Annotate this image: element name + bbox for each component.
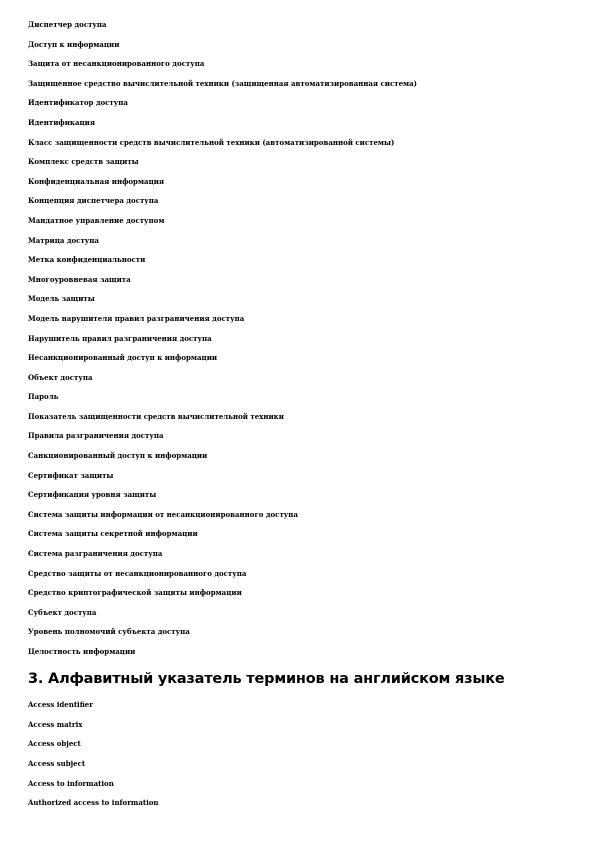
list-item: Система защиты информации от несанкционированного доступа xyxy=(28,509,298,519)
list-item: Концепция диспетчера доступа xyxy=(28,196,159,206)
list-item: Доступ к информации xyxy=(28,39,120,49)
list-item: Access identifier xyxy=(28,700,93,709)
list-item: Субъект доступа xyxy=(28,607,97,617)
section-heading: 3. Алфавитный указатель терминов на английском языке xyxy=(28,671,505,687)
list-item: Конфиденциальная информация xyxy=(28,176,165,186)
list-item: Access to information xyxy=(28,778,114,788)
list-item: Идентификатор доступа xyxy=(28,98,128,108)
list-item: Authorized access to information xyxy=(28,798,159,808)
list-item: Нарушитель правил разграничения доступа xyxy=(28,333,212,343)
list-item: Санкционированный доступ к информации xyxy=(28,451,208,461)
list-item: Средство криптографической защиты информации xyxy=(28,588,242,598)
list-item: Матрица доступа xyxy=(28,235,99,245)
list-item: Модель нарушителя правил разграничения доступа xyxy=(28,313,245,323)
list-item: Сертификат защиты xyxy=(28,470,114,480)
list-item: Показатель защищенности средств вычислительной техники xyxy=(28,411,284,421)
list-item: Объект доступа xyxy=(28,372,93,382)
russian-term-list xyxy=(28,15,568,662)
list-item: Система защиты секретной информации xyxy=(28,529,198,539)
list-item: Сертификация уровня защиты xyxy=(28,490,157,500)
list-item: Пароль xyxy=(28,392,59,402)
list-item: Многоуровневая защита xyxy=(28,274,131,284)
list-item: Идентификация xyxy=(28,117,96,127)
list-item: Класс защищенности средств вычислительной техники (автоматизированной системы) xyxy=(28,137,395,147)
list-item: Метка конфиденциальности xyxy=(28,255,146,265)
list-item: Правила разграничения доступа xyxy=(28,431,164,441)
list-item: Целостность информации xyxy=(28,647,136,656)
list-item: Комплекс средств защиты xyxy=(28,157,139,167)
list-item: Access subject xyxy=(28,759,86,769)
list-item: Модель защиты xyxy=(28,294,95,304)
list-item: Уровень полномочий субъекта доступа xyxy=(28,627,190,637)
list-item: Access object xyxy=(28,739,81,749)
list-item: Диспетчер доступа xyxy=(28,20,107,29)
list-item: Средство защиты от несанкционированного доступа xyxy=(28,568,247,578)
list-item: Несанкционированный доступ к информации xyxy=(28,353,218,363)
english-term-list xyxy=(28,695,568,813)
list-item: Система разграничения доступа xyxy=(28,549,163,559)
list-item: Access matrix xyxy=(28,719,83,729)
list-item: Мандатное управление доступом xyxy=(28,215,165,225)
list-item: Защищенное средство вычислительной техники (защищенная автоматизированная система) xyxy=(28,78,417,88)
list-item: Защита от несанкционированного доступа xyxy=(28,59,205,69)
